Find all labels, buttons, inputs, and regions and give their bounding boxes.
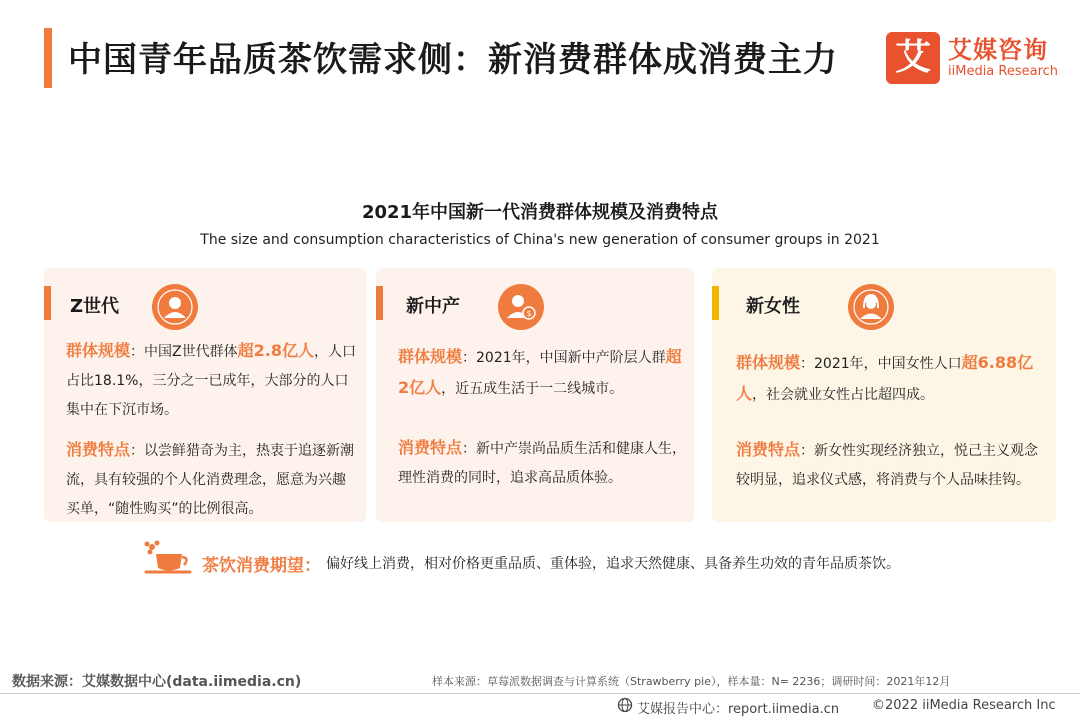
card-title: 新中产: [406, 296, 460, 317]
scale-text-post: ，近五成生活于一二线城市。: [441, 381, 624, 397]
tea-expectation-text: 偏好线上消费，相对价格更重品质、重体验，追求天然健康、具备养生功效的青年品质茶饮。: [326, 556, 900, 572]
chart-title-en: The size and consumption characteristics of China's new generation of consumer groups in 2021: [200, 232, 880, 248]
svg-text:$: $: [526, 309, 532, 318]
card-accent-bar: [44, 286, 51, 320]
tea-cup-icon: [138, 538, 194, 578]
logo-name-en: iiMedia Research: [948, 64, 1059, 79]
card-accent-bar: [376, 286, 383, 320]
scale-highlight: 超2亿人: [398, 347, 682, 397]
chart-title-cn: 2021年中国新一代消费群体规模及消费特点: [361, 202, 719, 223]
feature-text: ：新中产崇尚品质生活和健康人生，理性消费的同时，追求高品质体验。: [398, 441, 687, 486]
feature-paragraph: [398, 433, 688, 493]
businessman-money-icon: [498, 284, 544, 330]
card-title: Z世代: [70, 296, 120, 317]
feature-label: 消费特点: [66, 440, 131, 459]
feature-paragraph: [736, 435, 1046, 495]
card-gen-z: [44, 268, 366, 522]
tea-expectation-label: 茶饮消费期望：: [202, 556, 321, 576]
globe-icon: [617, 697, 633, 713]
scale-paragraph: [736, 348, 1046, 410]
copyright: ©2022 iiMedia Research Inc: [872, 698, 1056, 713]
scale-label: 群体规模: [736, 353, 801, 372]
title-accent-bar: [44, 28, 52, 88]
card-accent-bar: [712, 286, 719, 320]
footer-divider: [0, 693, 1080, 694]
scale-text-pre: ：2021年，中国新中产阶层人群: [462, 350, 666, 366]
woman-icon: [848, 284, 894, 330]
card-new-women: [712, 268, 1056, 522]
scale-text-pre: ：中国Z世代群体: [130, 344, 238, 360]
young-person-icon: [152, 284, 198, 330]
logo-name-cn: 艾媒咨询: [948, 36, 1048, 64]
scale-paragraph: [398, 342, 688, 404]
scale-highlight: 超2.8亿人: [237, 341, 314, 360]
card-title: 新女性: [746, 296, 800, 317]
scale-highlight: 超6.88亿人: [736, 353, 1034, 403]
data-source: 数据来源：艾媒数据中心(data.iimedia.cn): [12, 674, 302, 690]
scale-paragraph: [66, 336, 358, 425]
feature-paragraph: [66, 435, 358, 524]
scale-text-pre: ：2021年，中国女性人口: [800, 356, 962, 372]
report-center-link[interactable]: 艾媒报告中心：report.iimedia.cn: [637, 702, 840, 717]
scale-label: 群体规模: [398, 347, 463, 366]
scale-text-post: ，人口占比18.1%，三分之一已成年，大部分的人口集中在下沉市场。: [66, 344, 356, 418]
scale-text-post: ，社会就业女性占比超四成。: [752, 387, 935, 403]
feature-label: 消费特点: [736, 440, 801, 459]
page-title: 中国青年品质茶饮需求侧：新消费群体成消费主力: [68, 40, 838, 80]
feature-text: ：以尝鲜猎奇为主，热衷于追逐新潮流，具有较强的个人化消费理念，愿意为兴趣买单，“随性购买”的比例很高。: [66, 443, 355, 517]
iimedia-logo: [886, 30, 1066, 86]
sample-source: 样本来源：草莓派数据调查与计算系统（Strawberry pie），样本量：N= 2236；调研时间：2021年12月: [432, 675, 951, 688]
logo-mark: 艾: [886, 32, 940, 84]
feature-label: 消费特点: [398, 438, 463, 457]
scale-label: 群体规模: [66, 341, 131, 360]
feature-text: ：新女性实现经济独立，悦己主义观念较明显，追求仪式感，将消费与个人品味挂钩。: [736, 443, 1039, 488]
card-new-middle-class: [376, 268, 694, 522]
